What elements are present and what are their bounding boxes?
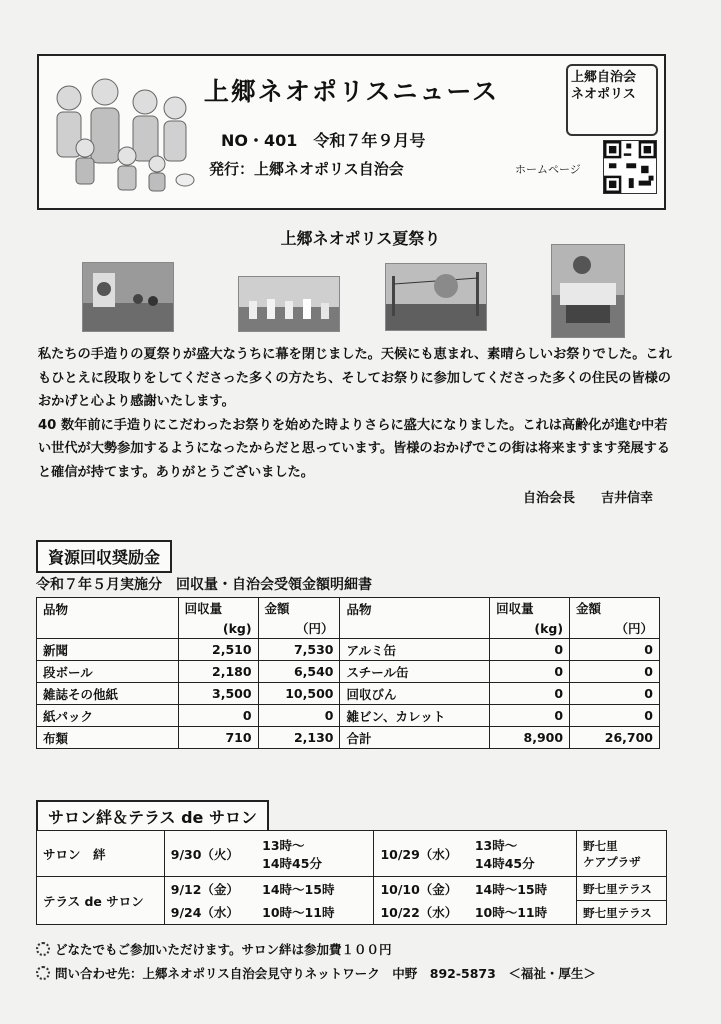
message-paragraph: 私たちの手造りの夏祭りが盛大なうちに幕を閉じました。天候にも恵まれ、素晴らしいお祭りでした。これもひとえに段取りをしてくださった多くの方たち、そしてお祭りに参加してくださった多くの住民の皆様のおかげと心より感謝いたします。	[38, 347, 672, 409]
item-name: 新聞	[37, 639, 179, 661]
signature: 自治会長 吉井信幸	[523, 491, 654, 506]
salon-date: 10/22（水）	[374, 901, 469, 925]
table-row	[37, 683, 660, 705]
item-kg: 0	[490, 639, 570, 661]
festival-photo	[551, 244, 625, 338]
item-name: スチール缶	[340, 661, 490, 683]
item-kg: 0	[178, 705, 258, 727]
participation-note	[36, 940, 392, 958]
table-row	[37, 639, 660, 661]
item-name: 段ボール	[37, 661, 179, 683]
homepage-qr-code[interactable]	[603, 140, 657, 194]
total-label: 合計	[340, 727, 490, 749]
item-name: 布類	[37, 727, 179, 749]
salon-name: テラス de サロン	[37, 877, 165, 925]
item-name: 雑誌その他紙	[37, 683, 179, 705]
item-name: アルミ缶	[340, 639, 490, 661]
festival-photo	[82, 262, 174, 332]
stamp-line: ネオポリス	[571, 87, 636, 102]
item-kg: 710	[178, 727, 258, 749]
contact-note-text: 問い合わせ先：上郷ネオポリス自治会見守りネットワーク 中野 892-5873 ＜福祉・厚生＞	[55, 966, 596, 981]
item-name: 紙パック	[37, 705, 179, 727]
newsletter-title: 上郷ネオポリスニュース	[203, 77, 500, 106]
salon-date: 10/10（金）	[374, 877, 469, 901]
item-kg: 0	[490, 705, 570, 727]
item-kg: 2,510	[178, 639, 258, 661]
issue-number: NO・401 令和７年９月号	[221, 131, 426, 150]
festival-message	[38, 343, 678, 484]
salon-time: 14時～15時	[256, 877, 374, 901]
salon-place: 野七里テラス	[577, 877, 667, 901]
item-yen: 0	[570, 683, 660, 705]
festival-photo	[385, 263, 487, 331]
table-header-row	[37, 598, 660, 619]
table-row	[37, 831, 667, 877]
table-row	[37, 877, 667, 901]
item-name: 回収びん	[340, 683, 490, 705]
salon-section-title: サロン絆＆テラス de サロン	[36, 800, 269, 833]
item-yen: 0	[258, 705, 340, 727]
item-yen: 2,130	[258, 727, 340, 749]
festival-photo	[238, 276, 340, 332]
table-row	[37, 705, 660, 727]
salon-time: 13時～ 14時45分	[256, 831, 374, 877]
table-row	[37, 661, 660, 683]
newsletter-header	[37, 54, 666, 210]
salon-date: 9/30（火）	[164, 831, 256, 877]
item-kg: 3,500	[178, 683, 258, 705]
col-item: 品物	[340, 598, 490, 639]
col-money: 金額	[258, 598, 340, 619]
item-kg: 0	[490, 661, 570, 683]
salon-date: 10/29（水）	[374, 831, 469, 877]
flower-icon	[36, 966, 50, 980]
col-amount-unit: (kg)	[178, 618, 258, 639]
flower-icon	[36, 942, 50, 956]
message-paragraph: 40 数年前に手造りにこだわったお祭りを始めた時よりさらに盛大になりました。これは高齢化が進む中若い世代が大勢参加するようになったからだと思っています。皆様のおかげでこの街は将来ますます発展すると確信が持てます。ありがとうございました。	[38, 417, 670, 480]
item-name: 雑ビン、カレット	[340, 705, 490, 727]
association-stamp	[566, 64, 658, 136]
salon-place: 野七里 ケアプラザ	[577, 831, 667, 877]
salon-time: 10時～11時	[469, 901, 577, 925]
col-item: 品物	[37, 598, 179, 639]
homepage-label: ホームページ	[515, 163, 581, 176]
col-amount-unit: (kg)	[490, 618, 570, 639]
salon-time: 10時～11時	[256, 901, 374, 925]
stamp-line: 上郷自治会	[571, 70, 637, 85]
item-yen: 0	[570, 705, 660, 727]
salon-schedule-table	[36, 830, 667, 925]
item-yen: 0	[570, 661, 660, 683]
salon-place: 野七里テラス	[577, 901, 667, 925]
item-kg: 0	[490, 683, 570, 705]
col-amount: 回収量	[490, 598, 570, 619]
salon-date: 9/24（水）	[164, 901, 256, 925]
publisher: 発行：上郷ネオポリス自治会	[209, 160, 404, 178]
recycle-section-title: 資源回収奨励金	[36, 540, 172, 573]
item-yen: 0	[570, 639, 660, 661]
recycle-subtitle: 令和７年５月実施分 回収量・自治会受領金額明細書	[36, 577, 372, 593]
col-amount: 回収量	[178, 598, 258, 619]
col-money: 金額	[570, 598, 660, 619]
recycle-table	[36, 597, 660, 749]
participation-note-text: どなたでもご参加いただけます。サロン絆は参加費１００円	[55, 942, 392, 957]
col-money-unit: （円）	[570, 618, 660, 639]
item-kg: 2,180	[178, 661, 258, 683]
contact-note	[36, 964, 596, 982]
salon-time: 14時～15時	[469, 877, 577, 901]
salon-time: 13時～ 14時45分	[469, 831, 577, 877]
salon-name: サロン 絆	[37, 831, 165, 877]
col-money-unit: （円）	[258, 618, 340, 639]
festival-title: 上郷ネオポリス夏祭り	[280, 229, 441, 248]
item-yen: 7,530	[258, 639, 340, 661]
total-yen: 26,700	[570, 727, 660, 749]
total-kg: 8,900	[490, 727, 570, 749]
item-yen: 6,540	[258, 661, 340, 683]
item-yen: 10,500	[258, 683, 340, 705]
salon-date: 9/12（金）	[164, 877, 256, 901]
table-row	[37, 727, 660, 749]
